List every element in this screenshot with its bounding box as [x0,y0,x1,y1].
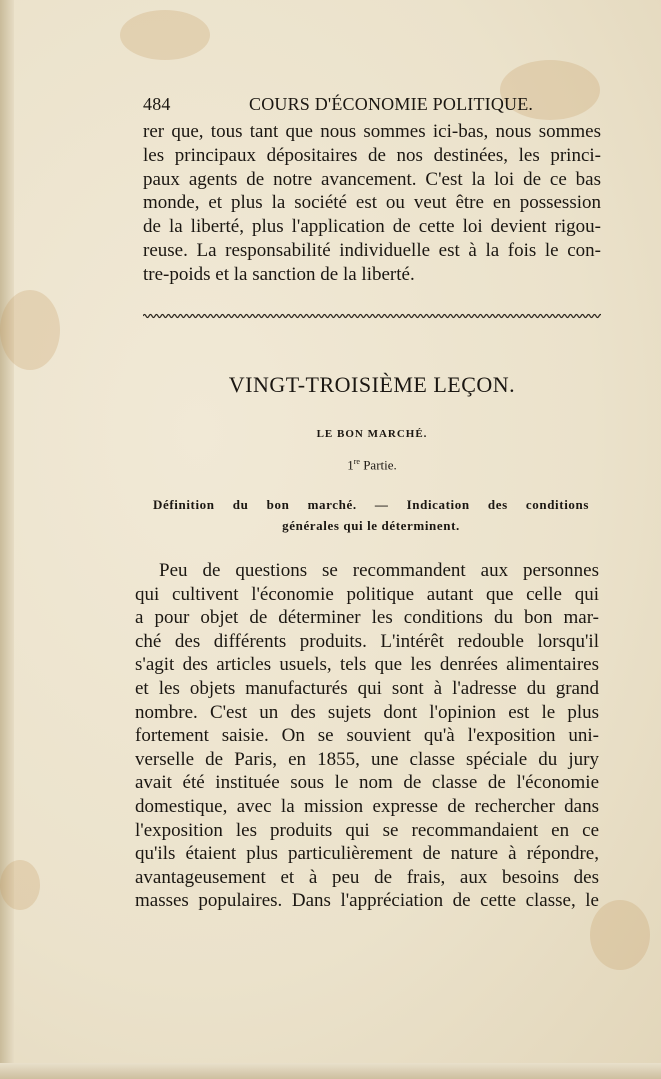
text-line: et les objets manufacturés qui sont à l'adresse du grand [135,677,599,699]
text-line: verselle de Paris, en 1855, une classe spéciale du jury [135,748,599,770]
text-line: de la liberté, plus l'application de cette loi devient rigou- [143,216,601,238]
part-word: Partie. [363,457,397,473]
foxing-stain [0,290,60,370]
text-line: les principaux dépositaires de nos destinées, les princi- [143,144,601,166]
text-line: monde, et plus la société est ou veut être en possession [143,192,601,214]
text-line: Peu de questions se recommandent aux personnes [159,560,599,581]
text-line: paux agents de notre avancement. C'est la loi de ce bas [143,168,601,190]
text-line: avait été instituée sous le nom de classe de l'économie [135,772,599,794]
page-bottom-edge [0,1063,661,1079]
page-left-edge [0,0,14,1079]
text-line: domestique, avec la mission expresse de rechercher dans [135,795,599,817]
text-line: reuse. La responsabilité individuelle est à la fois le con- [143,239,601,261]
foxing-stain [0,860,40,910]
text-line: nombre. C'est un des sujets dont l'opinion est le plus [135,701,599,723]
running-title: COURS D'ÉCONOMIE POLITIQUE. [249,94,534,114]
part-number: 1 [347,457,354,473]
text-line: l'exposition les produits qui se recommandaient en ce [135,819,599,841]
lesson-title: VINGT-TROISIÈME LEÇON. [228,372,516,397]
lesson-subtitle: LE BON MARCHÉ. [316,428,428,440]
summary-line: Définition du bon marché. — Indication des conditions [153,497,589,512]
paragraph-continued [143,120,601,287]
paragraph-main [135,559,599,913]
foxing-stain [120,10,210,60]
text-line: fortement saisie. On se souvient qu'à l'exposition uni- [135,725,599,747]
text-line: tre-poids et la sanction de la liberté. [143,263,415,285]
text-line: qu'ils étaient plus particulièrement de nature à répondre, [135,843,599,865]
running-header [143,94,601,120]
part-number-suffix: re [353,457,360,466]
wavy-separator-rule [143,312,601,320]
text-line: qui cultivent l'économie politique autant que celle qui [135,583,599,605]
part-label [143,457,601,473]
summary-line: générales qui le déterminent. [282,518,460,533]
page-number: 484 [143,94,171,114]
lesson-summary [153,494,589,536]
text-line: rer que, tous tant que nous sommes ici-bas, nous sommes [143,121,601,142]
text-line: ché des différents produits. L'intérêt redouble lorsqu'il [135,630,599,652]
foxing-stain [590,900,650,970]
text-line: s'agit des articles usuels, tels que les denrées alimentaires [135,654,599,676]
text-line: a pour objet de déterminer les conditions du bon mar- [135,607,599,629]
text-line: masses populaires. Dans l'appréciation de cette classe, le [135,890,599,912]
text-line: avantageusement et à peu de frais, aux besoins des [135,866,599,888]
